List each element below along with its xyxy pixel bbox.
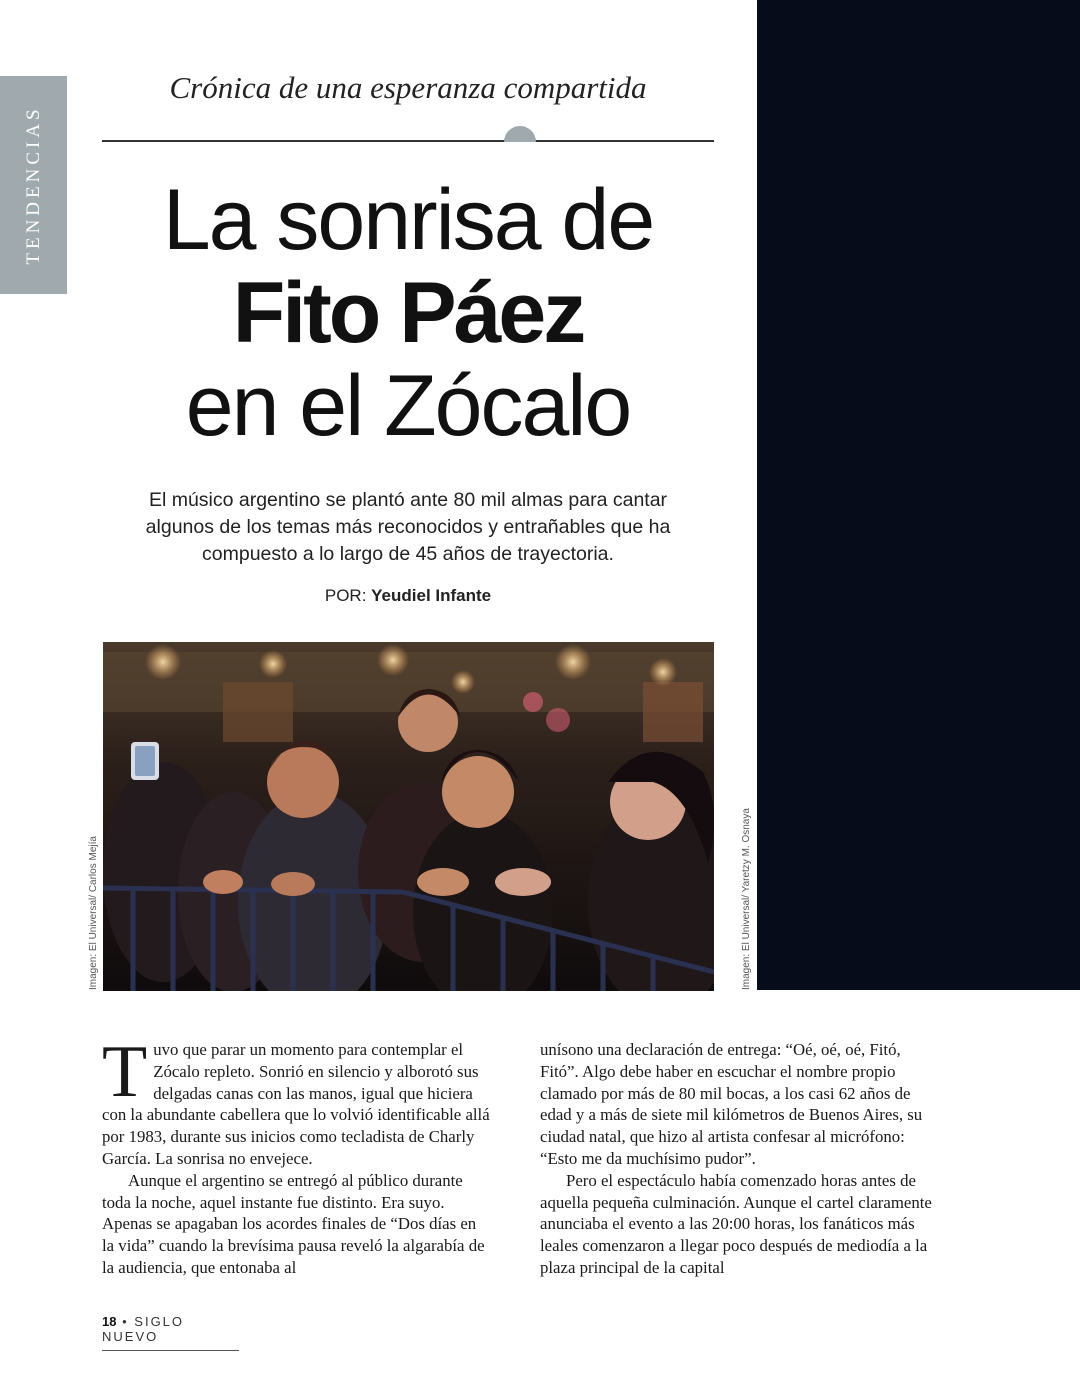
body-paragraph: unísono una declaración de entrega: “Oé, oé, oé, Fitó, Fitó”. Algo debe haber en escuchar el nombre propio clamado por más de 80 mil bocas, a los casi 62 años de edad y a más de siete mil kilómetros de Buenos Aires, su ciudad natal, que hizo al artista confesar al micrófono: “Esto me da muchísimo pudor”. [540,1040,923,1168]
kicker-rule [102,140,714,142]
body-paragraph: Aunque el argentino se entregó al público durante toda la noche, aquel instante fue distinto. Era suyo. Apenas se apagaban los acordes finales de “Dos días en la vida” cuando la brevísima pausa reveló la algarabía de la audiencia, que entonaba al [102,1170,485,1277]
headline-line-1: La sonrisa de [162,172,654,268]
body-paragraph [102,1031,492,1170]
headline-line-2: Fito Páez [232,265,584,361]
folio-separator: • [122,1314,129,1329]
page-number: 18 [102,1314,117,1329]
photo-credit-right: Imagen: El Universal/ Yaretzy M. Osnaya [741,808,752,990]
section-tab-label: TENDENCIAS [22,105,44,265]
crowd-illustration [103,642,714,991]
page-folio [102,1314,239,1351]
body-paragraph-text: uvo que parar un momento para contemplar el Zócalo repleto. Sonrió en silencio y alborotó sus delgadas canas con las manos, igual que hiciera con la abundante cabellera que lo volvió identificable allá por 1983, durante sus inicios como tecladista de Charly García. La sonrisa no envejece. [102,1040,490,1168]
section-tab [0,76,67,294]
body-column-2 [540,1039,942,1279]
byline [102,586,714,606]
concert-photo [103,642,714,991]
publication-name: SIGLO NUEVO [102,1314,185,1344]
byline-author: Yeudiel Infante [371,586,492,605]
body-paragraph: Pero el espectáculo había comenzado horas antes de aquella pequeña culminación. Aunque el cartel claramente anunciaba el evento a las 20:00 horas, los fanáticos más leales comenzaron a llegar poco después de mediodía a la plaza principal de la capital [540,1170,932,1277]
rule-dot-ornament [504,126,536,142]
kicker: Crónica de una esperanza compartida [169,70,647,105]
photo-credit-left: Imagen: El Universal/ Carlos Mejía [88,836,99,990]
headline-line-3: en el Zócalo [185,358,631,454]
drop-cap: T [102,1031,148,1113]
deck: El músico argentino se plantó ante 80 mil almas para cantar algunos de los temas más reconocidos y entrañables que ha compuesto a lo largo de 45 años de trayectoria. [145,489,671,565]
byline-prefix: POR: [324,586,367,605]
body-column-1 [102,1031,492,1279]
headline [102,174,714,453]
dark-photo-panel [757,0,1080,990]
